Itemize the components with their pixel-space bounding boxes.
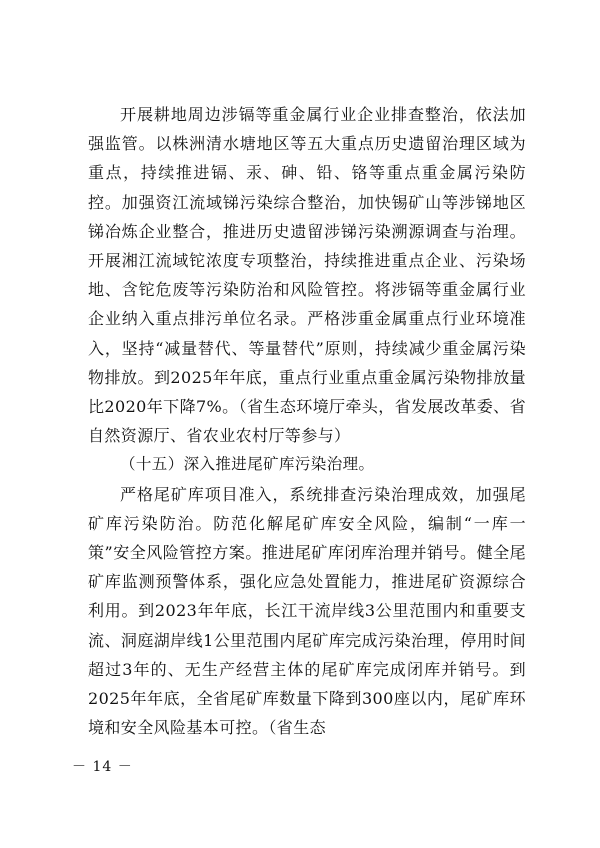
section-heading-tailings: （十五）深入推进尾矿库污染治理。 — [120, 455, 375, 474]
paragraph-tailings-control: 严格尾矿库项目准入，系统排查污染治理成效，加强尾矿库污染防治。防范化解尾矿库安全风险，编制“一库一策”安全风险管控方案。推进尾矿库闭库治理并销号。健全尾矿库监测预警体系，强化应急处置能力，推进尾矿资源综合利用。到2023年年底，长江干流岸线3公里范围内和重要支流、洞庭湖岸线1公里范围内尾矿库完成污染治理，停用时间超过3年的、无生产经营主体的尾矿库完成闭库并销号。到2025年年底，全省尾矿库数量下降到300座以内，尾矿库环境和安全风险基本可控。（省生态 — [88, 484, 526, 738]
page-number: － 14 － — [72, 759, 133, 775]
body-text — [88, 100, 526, 742]
paragraph-heavy-metal-control: 开展耕地周边涉镉等重金属行业企业排查整治，依法加强监管。以株洲清水塘地区等五大重点历史遗留治理区域为重点，持续推进镉、汞、砷、铅、铬等重点重金属污染防控。加强资江流域锑污染综合整治，加快锡矿山等涉锑地区锑冶炼企业整合，推进历史遗留涉锑污染溯源调查与治理。开展湘江流域铊浓度专项整治，持续推进重点企业、污染场地、含铊危废等污染防治和风险管控。将涉镉等重金属行业企业纳入重点排污单位名录。严格涉重金属重点行业环境准入，坚持“减量替代、等量替代”原则，持续减少重金属污染物排放。到2025年年底，重点行业重点重金属污染物排放量比2020年下降7%。（省生态环境厅牵头，省发展改革委、省自然资源厅、省农业农村厅等参与） — [88, 105, 526, 446]
